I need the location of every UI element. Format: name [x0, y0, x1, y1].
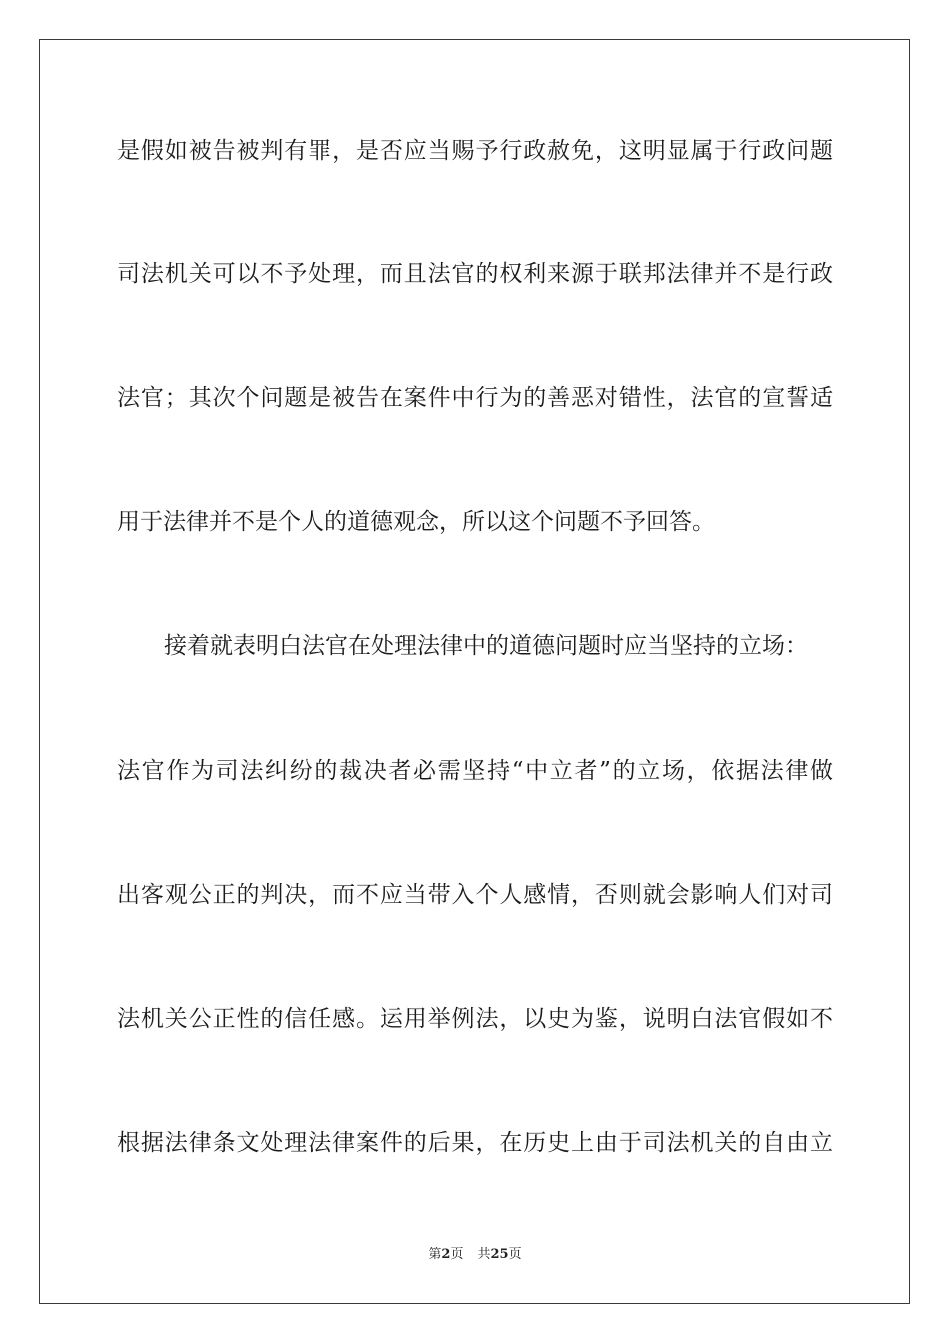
body-line-7: 出客观公正的判决，而不应当带入个人感情，否则就会影响人们对司	[117, 882, 833, 908]
footer-page-suffix: 页	[450, 1247, 464, 1262]
footer-total-pages: 25	[490, 1247, 509, 1262]
page-footer	[0, 1246, 950, 1264]
body-line-8: 法机关公正性的信任感。运用举例法，以史为鉴，说明白法官假如不	[117, 1006, 833, 1032]
body-line-1: 是假如被告被判有罪，是否应当赐予行政赦免，这明显属于行政问题	[117, 138, 833, 164]
body-line-2: 司法机关可以不予处理，而且法官的权利来源于联邦法律并不是行政	[117, 261, 833, 287]
body-line-5: 接着就表明白法官在处理法律中的道德问题时应当坚持的立场：	[164, 633, 808, 659]
body-line-3: 法官；其次个问题是被告在案件中行为的善恶对错性，法官的宣誓适	[117, 385, 833, 411]
footer-page-number: 2	[441, 1247, 451, 1262]
page-frame	[39, 39, 910, 1304]
footer-page-prefix: 第	[428, 1247, 442, 1262]
footer-total-suffix: 页	[508, 1247, 522, 1262]
body-line-4: 用于法律并不是个人的道德观念，所以这个问题不予回答。	[117, 509, 715, 535]
body-line-6: 法官作为司法纠纷的裁决者必需坚持“中立者”的立场，依据法律做	[117, 758, 833, 784]
footer-total-prefix: 共	[477, 1247, 491, 1262]
body-line-9: 根据法律条文处理法律案件的后果，在历史上由于司法机关的自由立	[117, 1130, 833, 1156]
